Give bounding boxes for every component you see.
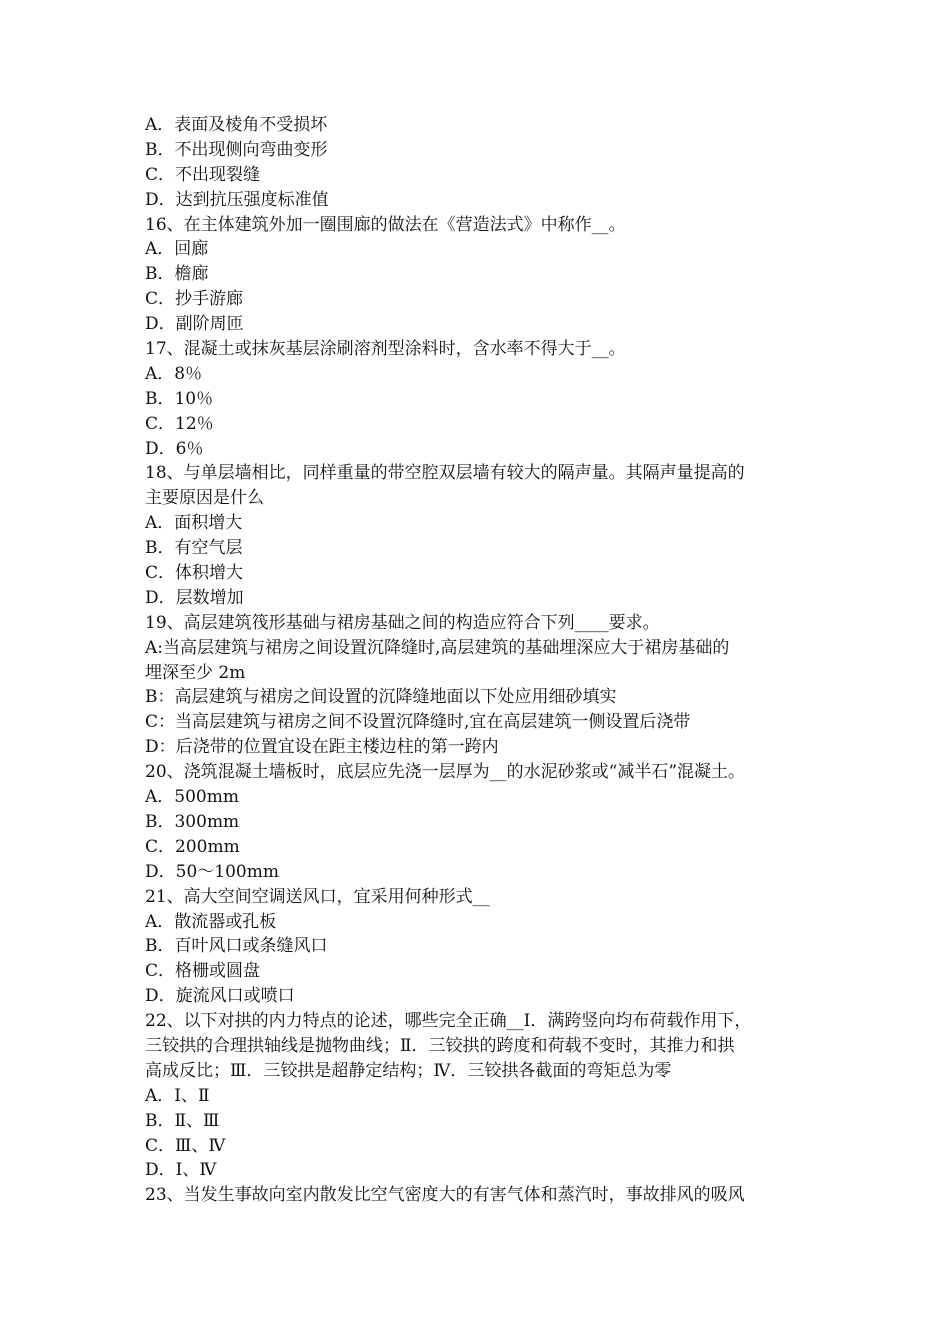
text-line: C．体积增大 (145, 563, 244, 584)
text-line: C．不出现裂缝 (145, 164, 261, 185)
text-line: C．Ⅲ、Ⅳ (145, 1135, 226, 1156)
text-line: 埋深至少 2m (145, 662, 246, 683)
text-line: D．Ⅰ、Ⅳ (145, 1160, 217, 1181)
text-line: D．旋流风口或喷口 (145, 986, 295, 1007)
document-body (145, 113, 815, 1208)
text-line: 主要原因是什么 (145, 488, 264, 509)
text-line: B．不出现侧向弯曲变形 (145, 139, 328, 160)
text-line: A:当高层建筑与裙房之间设置沉降缝时,高层建筑的基础埋深应大于裙房基础的 (145, 637, 730, 658)
question-21-stem: 21、高大空间空调送风口，宜采用何种形式__ (145, 886, 490, 907)
text-line: A．表面及棱角不受损坏 (145, 115, 328, 135)
text-line: D．层数增加 (145, 587, 244, 608)
question-20-stem: 20、浇筑混凝土墙板时，底层应先浇一层厚为__的水泥砂浆或“减半石”混凝土。 (145, 762, 746, 783)
text-line: D：后浇带的位置宜设在距主楼边柱的第一跨内 (145, 737, 499, 758)
text-line: B．300mm (145, 811, 240, 832)
text-line: 三铰拱的合理拱轴线是抛物曲线；Ⅱ．三铰拱的跨度和荷载不变时，其推力和拱 (145, 1035, 735, 1056)
text-line: B．檐廊 (145, 264, 209, 285)
text-line: D．50～100mm (145, 861, 279, 882)
text-line: B：高层建筑与裙房之间设置的沉降缝地面以下处应用细砂填实 (145, 687, 617, 708)
text-line: C．200mm (145, 836, 240, 857)
text-line: A．8％ (145, 363, 203, 384)
text-line: C．抄手游廊 (145, 289, 244, 310)
text-line: A．面积增大 (145, 513, 243, 534)
text-line: D．副阶周匝 (145, 314, 244, 335)
question-22-stem: 22、以下对拱的内力特点的论述，哪些完全正确__Ⅰ．满跨竖向均布荷载作用下， (145, 1011, 752, 1032)
question-16-stem: 16、在主体建筑外加一圈围廊的做法在《营造法式》中称作__。 (145, 214, 626, 235)
text-line: B．Ⅱ、Ⅲ (145, 1110, 220, 1131)
question-17-stem: 17、混凝土或抹灰基层涂刷溶剂型涂料时，含水率不得大于__。 (145, 339, 626, 360)
text-line: C．格栅或圆盘 (145, 961, 261, 982)
text-line: C．12％ (145, 413, 214, 434)
text-line: D．达到抗压强度标准值 (145, 189, 329, 210)
text-line: A．回廊 (145, 239, 209, 260)
question-19-stem: 19、高层建筑筏形基础与裙房基础之间的构造应符合下列____要求。 (145, 612, 660, 633)
text-line: D．6％ (145, 438, 204, 459)
text-line: B．百叶风口或条缝风口 (145, 936, 328, 957)
text-line: A．散流器或孔板 (145, 911, 277, 932)
text-line: C：当高层建筑与裙房之间不设置沉降缝时,宜在高层建筑一侧设置后浇带 (145, 712, 691, 733)
question-18-stem: 18、与单层墙相比，同样重量的带空腔双层墙有较大的隔声量。其隔声量提高的 (145, 463, 745, 484)
text-line: A．500mm (145, 787, 239, 808)
text-line: B．10％ (145, 388, 214, 409)
text-line: A．Ⅰ、Ⅱ (145, 1085, 210, 1106)
text-line: B．有空气层 (145, 538, 243, 559)
question-23-stem: 23、当发生事故向室内散发比空气密度大的有害气体和蒸汽时，事故排风的吸风 (145, 1185, 745, 1206)
text-line: 高成反比；Ⅲ．三铰拱是超静定结构；Ⅳ．三铰拱各截面的弯矩总为零 (145, 1060, 672, 1081)
